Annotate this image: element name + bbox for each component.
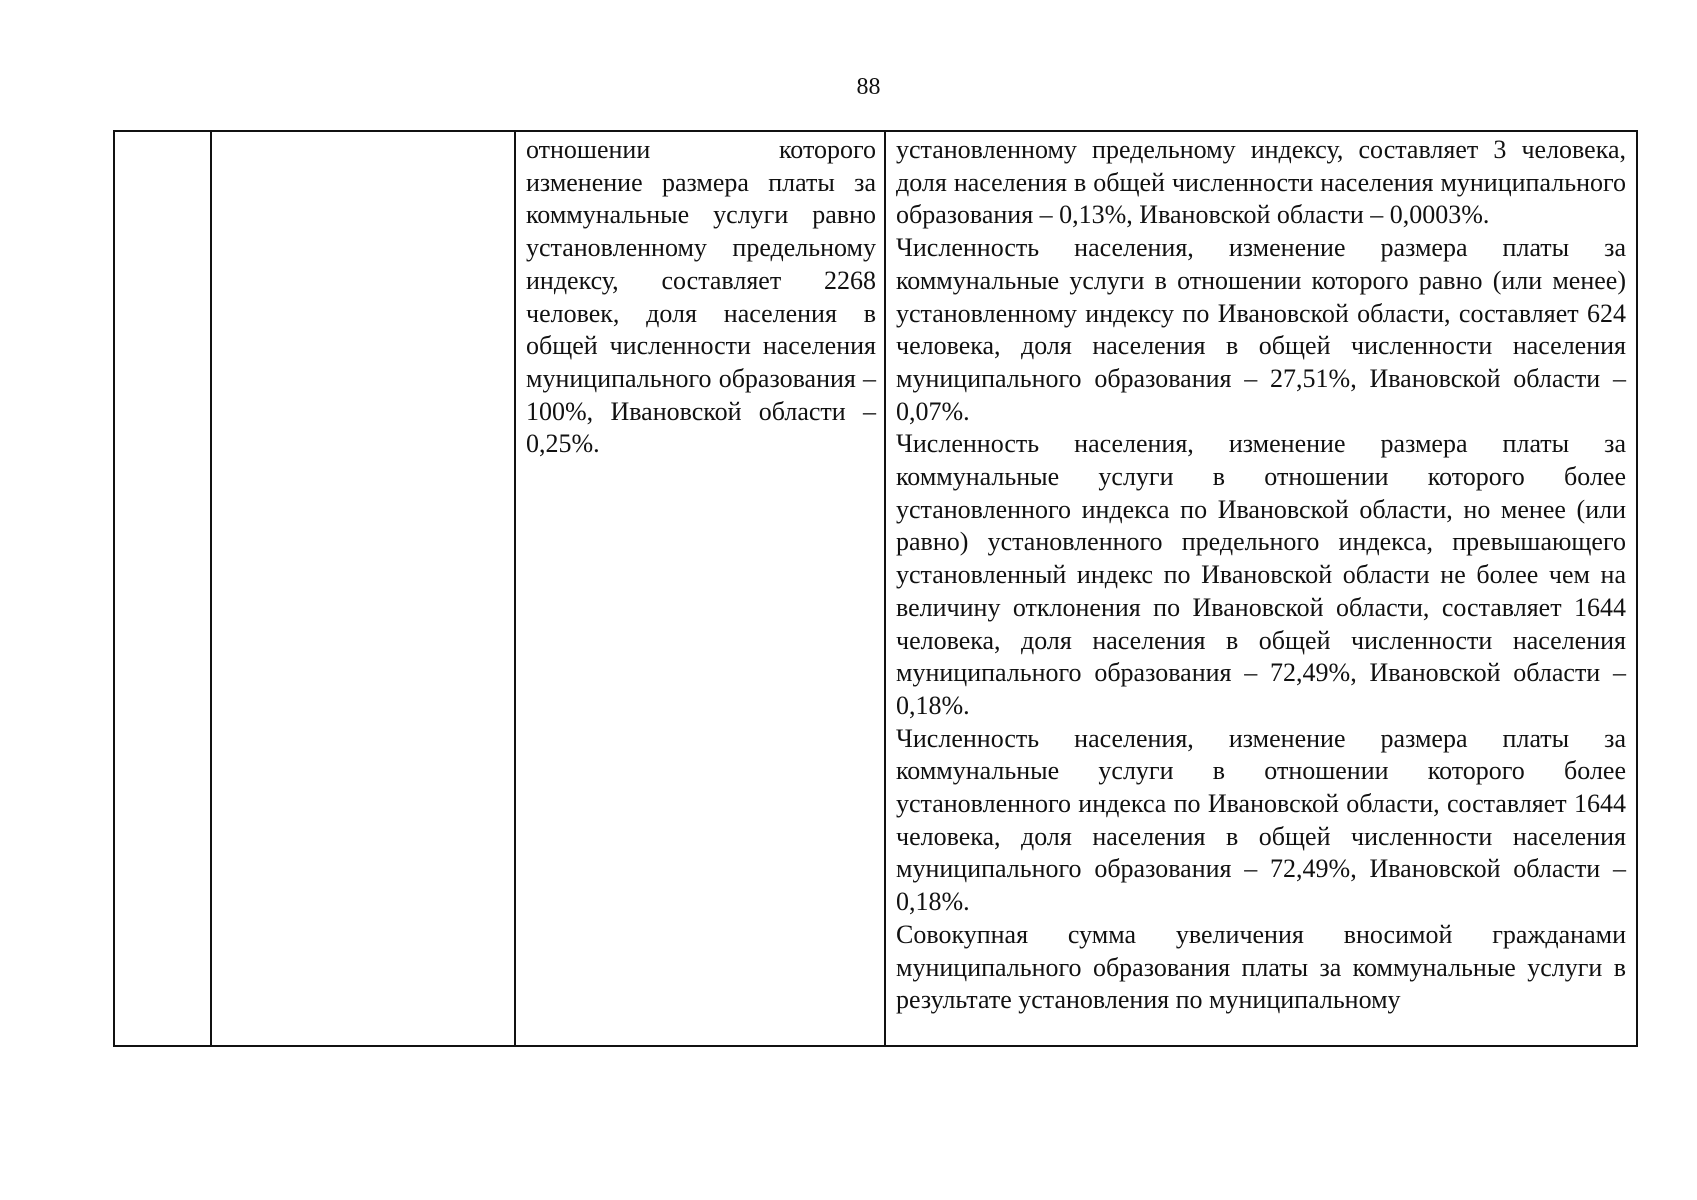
paragraph-5: Совокупная сумма увеличения вносимой гражданами муниципального образования платы за коммунальные услуги в результате установления по муниципальному [896,919,1626,1015]
table-row [114,131,1637,1046]
table-cell-col4 [885,131,1637,1046]
paragraph-3: Численность населения, изменение размера платы за коммунальные услуги в отношении которого более установленного индекса по Ивановской области, но менее (или равно) установленного предельного индекса, превышающего установленный индекс по Ивановской области не более чем на величину отклонения по Ивановской области, составляет 1644 человека, доля населения в общей численности населения муниципального образования – 72,49%, Ивановской области – 0,18%. [896,429,1626,720]
table-cell-col2 [211,131,515,1046]
table-cell-col1 [114,131,211,1046]
col4-text [886,132,1636,1017]
table-cell-col3 [515,131,885,1046]
page-number: 88 [856,74,881,100]
paragraph-2: Численность населения, изменение размера платы за коммунальные услуги в отношении которого равно (или менее) установленному индексу по Ивановской области, составляет 624 человека, доля населения в общей численности населения муниципального образования – 27,51%, Ивановской области – 0,07%. [896,233,1626,426]
paragraph-1: установленному предельному индексу, составляет 3 человека, доля населения в общей численности населения муниципального образования – 0,13%, Ивановской области – 0,0003%. [896,135,1626,230]
document-table [113,130,1638,1047]
col3-text: отношении которого изменение размера платы за коммунальные услуги равно установленному предельному индексу, составляет 2268 человек, доля населения в общей численности населения муниципального образования – 100%, Ивановской области – 0,25%. [526,135,876,459]
paragraph-4: Численность населения, изменение размера платы за коммунальные услуги в отношении которого более установленного индекса по Ивановской области, составляет 1644 человека, доля населения в общей численности населения муниципального образования – 72,49%, Ивановской области – 0,18%. [896,723,1626,917]
